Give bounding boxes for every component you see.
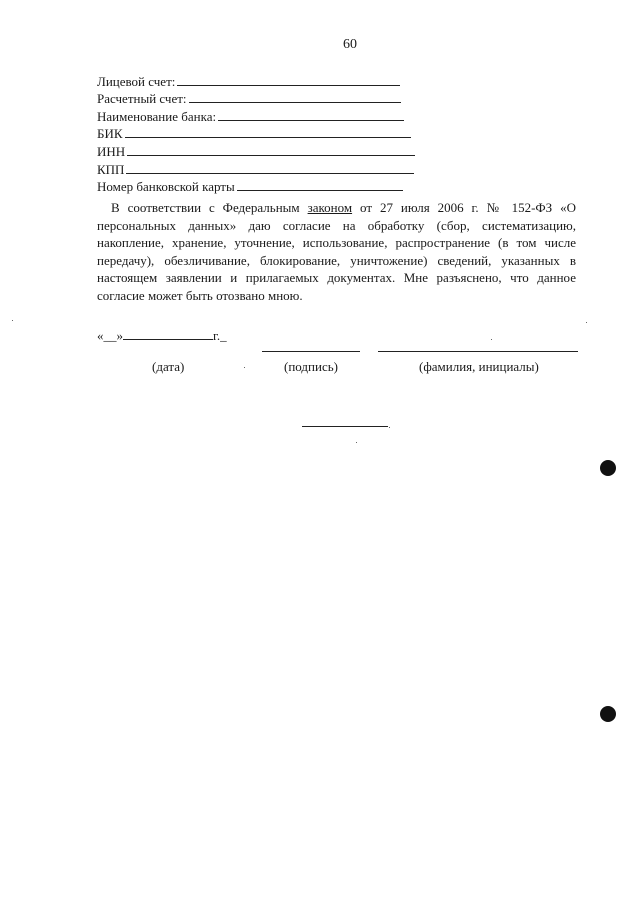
consent-paragraph: В соответствии с Федеральным законом от 27 июля 2006 г. № 152-ФЗ «О персональных данных» даю согласие на обработку (сбор, систематизацию, накопление, хранение, уточнение, использование, распространение (в том числе передачу), обезличивание, блокирование, уничтожение) сведений, указанных в настоящем заявлении и прилагаемых документах. Мне разъяснено, что данное согласие может быть отозвано мною. <box>97 200 576 303</box>
closing-rule <box>302 426 388 427</box>
scan-speck <box>244 367 245 368</box>
punch-hole-lower <box>600 706 616 722</box>
field-bank-card-number <box>97 177 427 195</box>
field-label: ИНН <box>97 143 126 159</box>
field-label: БИК <box>97 126 123 142</box>
fill-in-line[interactable] <box>177 85 400 86</box>
fill-in-line[interactable] <box>126 173 414 174</box>
date-caption: (дата) <box>152 359 185 374</box>
field-personal-account <box>97 71 427 89</box>
date-day: «__» <box>97 328 123 343</box>
signature-line[interactable] <box>262 351 360 352</box>
scan-speck <box>389 427 390 428</box>
scan-speck <box>586 322 587 323</box>
field-kpp <box>97 159 427 177</box>
field-settlement-account <box>97 89 427 107</box>
field-bank-name <box>97 106 427 124</box>
fill-in-line[interactable] <box>237 190 403 191</box>
date-year-suffix: г._ <box>213 328 227 343</box>
date-month-line[interactable] <box>123 329 213 340</box>
fill-in-line[interactable] <box>127 155 415 156</box>
field-label: Наименование банка: <box>97 108 217 124</box>
scan-speck <box>491 339 492 340</box>
field-inn <box>97 141 427 159</box>
page-number: 60 <box>343 37 357 52</box>
field-label: Номер банковской карты <box>97 179 235 195</box>
fill-in-line[interactable] <box>189 102 401 103</box>
punch-hole-upper <box>600 460 616 476</box>
field-bik <box>97 124 427 142</box>
scan-speck <box>12 320 13 321</box>
field-label: Лицевой счет: <box>97 73 176 89</box>
field-label: Расчетный счет: <box>97 91 187 107</box>
name-line[interactable] <box>378 351 578 352</box>
fill-in-line[interactable] <box>218 120 404 121</box>
name-caption: (фамилия, инициалы) <box>419 359 539 374</box>
fill-in-line[interactable] <box>125 137 411 138</box>
signature-caption: (подпись) <box>284 359 338 374</box>
bank-details-fields <box>97 71 427 194</box>
law-link[interactable]: законом <box>307 200 353 215</box>
field-label: КПП <box>97 161 125 177</box>
scan-speck <box>356 442 357 443</box>
date-field <box>97 328 227 344</box>
